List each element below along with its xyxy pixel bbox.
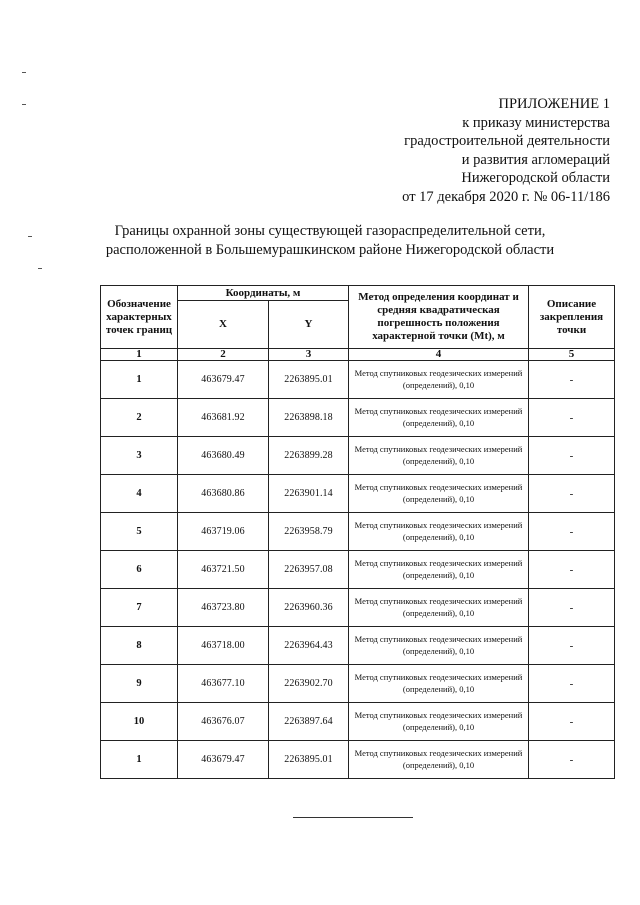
header-fixing: Описание закрепления точки (529, 286, 615, 349)
point-cell: 2 (101, 399, 178, 437)
header-x: X (178, 301, 269, 349)
header-method: Метод определения координат и средняя квадратическая погрешность положения характерной точки (Mt), м (349, 286, 529, 349)
point-cell: 3 (101, 437, 178, 475)
fixing-cell: - (529, 665, 615, 703)
scan-mark (38, 268, 42, 269)
x-coordinate-cell: 463677.10 (178, 665, 269, 703)
table-row (101, 437, 615, 475)
fixing-cell: - (529, 589, 615, 627)
coordinates-table (100, 285, 615, 779)
column-number: 1 (101, 349, 178, 361)
fixing-cell: - (529, 703, 615, 741)
x-coordinate-cell: 463679.47 (178, 741, 269, 779)
fixing-cell: - (529, 475, 615, 513)
y-coordinate-cell: 2263960.36 (269, 589, 349, 627)
y-coordinate-cell: 2263899.28 (269, 437, 349, 475)
x-coordinate-cell: 463680.86 (178, 475, 269, 513)
method-cell: Метод спутниковых геодезических измерений (определений), 0,10 (349, 513, 529, 551)
table-row (101, 741, 615, 779)
header-coordinates: Координаты, м (178, 286, 349, 301)
x-coordinate-cell: 463676.07 (178, 703, 269, 741)
method-cell: Метод спутниковых геодезических измерений (определений), 0,10 (349, 627, 529, 665)
y-coordinate-cell: 2263895.01 (269, 741, 349, 779)
method-cell: Метод спутниковых геодезических измерений (определений), 0,10 (349, 703, 529, 741)
fixing-cell: - (529, 437, 615, 475)
y-coordinate-cell: 2263901.14 (269, 475, 349, 513)
point-cell: 10 (101, 703, 178, 741)
title-line-1: Границы охранной зоны существующей газораспределительной сети, (114, 223, 546, 239)
appendix-line: к приказу министерства (462, 114, 610, 131)
fixing-cell: - (529, 741, 615, 779)
table-row (101, 361, 615, 399)
point-cell: 5 (101, 513, 178, 551)
y-coordinate-cell: 2263957.08 (269, 551, 349, 589)
method-cell: Метод спутниковых геодезических измерений (определений), 0,10 (349, 399, 529, 437)
table-row (101, 703, 615, 741)
method-cell: Метод спутниковых геодезических измерений (определений), 0,10 (349, 475, 529, 513)
x-coordinate-cell: 463723.80 (178, 589, 269, 627)
point-cell: 1 (101, 741, 178, 779)
method-cell: Метод спутниковых геодезических измерений (определений), 0,10 (349, 665, 529, 703)
scan-mark (22, 72, 26, 73)
scan-mark (22, 104, 26, 105)
scan-mark (28, 236, 32, 237)
method-cell: Метод спутниковых геодезических измерений (определений), 0,10 (349, 589, 529, 627)
header-designation: Обозначение характерных точек границ (101, 286, 178, 349)
y-coordinate-cell: 2263902.70 (269, 665, 349, 703)
fixing-cell: - (529, 627, 615, 665)
method-cell: Метод спутниковых геодезических измерений (определений), 0,10 (349, 741, 529, 779)
appendix-line: градостроительной деятельности (404, 133, 610, 149)
x-coordinate-cell: 463721.50 (178, 551, 269, 589)
appendix-line: от 17 декабря 2020 г. № 06-11/186 (402, 188, 610, 205)
table-row (101, 399, 615, 437)
column-number: 5 (529, 349, 615, 361)
method-cell: Метод спутниковых геодезических измерений (определений), 0,10 (349, 551, 529, 589)
header-y: Y (269, 301, 349, 349)
x-coordinate-cell: 463719.06 (178, 513, 269, 551)
point-cell: 1 (101, 361, 178, 399)
point-cell: 8 (101, 627, 178, 665)
column-number: 4 (349, 349, 529, 361)
x-coordinate-cell: 463718.00 (178, 627, 269, 665)
y-coordinate-cell: 2263898.18 (269, 399, 349, 437)
y-coordinate-cell: 2263964.43 (269, 627, 349, 665)
document-title (100, 222, 560, 260)
method-cell: Метод спутниковых геодезических измерений (определений), 0,10 (349, 437, 529, 475)
point-cell: 6 (101, 551, 178, 589)
table-row (101, 513, 615, 551)
appendix-line: Нижегородской области (461, 170, 610, 186)
y-coordinate-cell: 2263897.64 (269, 703, 349, 741)
method-cell: Метод спутниковых геодезических измерений (определений), 0,10 (349, 361, 529, 399)
x-coordinate-cell: 463681.92 (178, 399, 269, 437)
table-row (101, 589, 615, 627)
appendix-line: и развития агломераций (461, 151, 610, 168)
x-coordinate-cell: 463680.49 (178, 437, 269, 475)
appendix-line: ПРИЛОЖЕНИЕ 1 (498, 96, 610, 112)
point-cell: 7 (101, 589, 178, 627)
fixing-cell: - (529, 551, 615, 589)
title-line-2: расположенной в Большемурашкинском районе Нижегородской области (105, 242, 555, 258)
fixing-cell: - (529, 513, 615, 551)
column-number: 2 (178, 349, 269, 361)
appendix-block (290, 95, 610, 206)
x-coordinate-cell: 463679.47 (178, 361, 269, 399)
column-number: 3 (269, 349, 349, 361)
fixing-cell: - (529, 361, 615, 399)
table-row (101, 665, 615, 703)
y-coordinate-cell: 2263958.79 (269, 513, 349, 551)
table-row (101, 475, 615, 513)
fixing-cell: - (529, 399, 615, 437)
table-body (101, 361, 615, 779)
table-row (101, 551, 615, 589)
y-coordinate-cell: 2263895.01 (269, 361, 349, 399)
footer-divider (293, 817, 413, 818)
table-row (101, 627, 615, 665)
point-cell: 4 (101, 475, 178, 513)
point-cell: 9 (101, 665, 178, 703)
